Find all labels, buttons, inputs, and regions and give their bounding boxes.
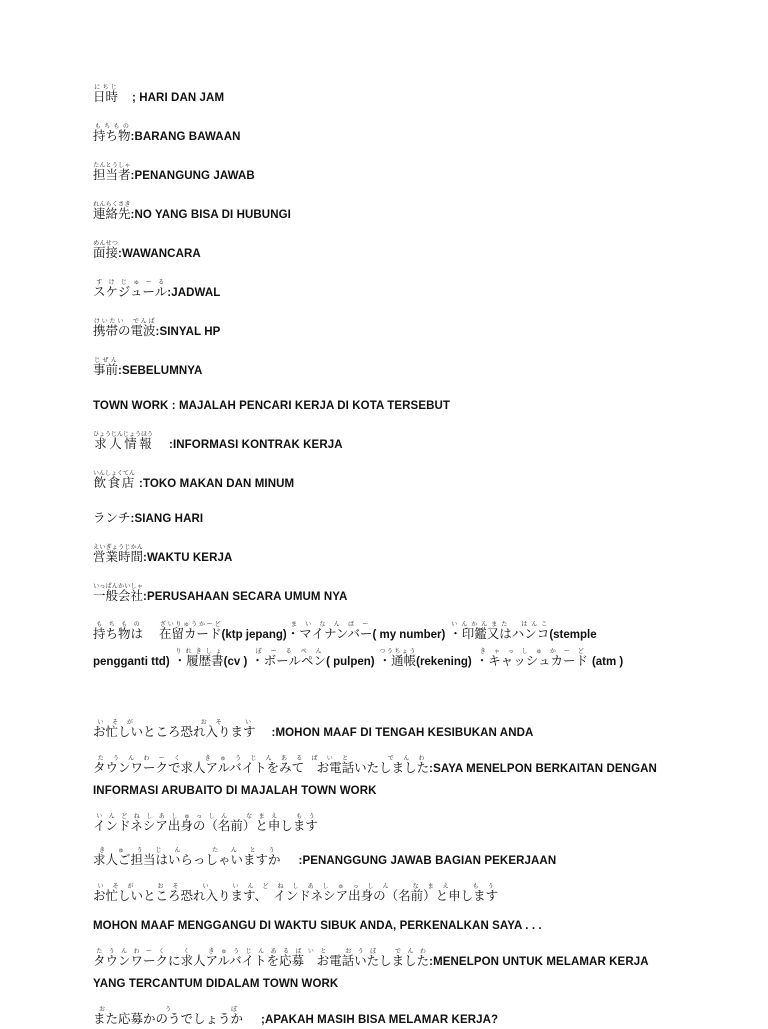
vocabulary-list [93,84,693,606]
items-line-2 [93,648,693,671]
vocab-translation: :NO YANG BISA DI HUBUNGI [130,209,291,221]
items-jp-b: 在留カードざいりゅうかーど [159,621,222,641]
vocab-entry [93,544,693,567]
vocab-translation: :BARANG BAWAAN [130,131,241,143]
items-jp-d2: ・通帳つうちょう [378,648,417,668]
phrase-7-jp: また応募かのうでしょうかおうぼ [93,1006,244,1026]
vocab-entry [93,318,693,341]
vocab-term: 連絡先れんらくさき [93,201,131,221]
items-block [93,621,693,671]
vocab-term: 持ち物もちもの [93,123,131,143]
vocab-entry [93,162,693,185]
items-id-c2: ( pulpen) [326,656,375,668]
vocab-term: スケジュールすけじゅーる [93,279,168,299]
vocab-translation: :SIANG HARI [130,513,204,525]
phrase-7 [93,1006,693,1029]
vocab-term: 事前じぜん [93,357,119,377]
phrase-5-translation [93,916,693,935]
phrase-1-id: :MOHON MAAF DI TENGAH KESIBUKAN ANDA [271,727,534,739]
items-jp-b2: ・履歴書りれきしょ [173,648,224,668]
vocab-entry [93,431,693,454]
phrase-6-id-cont: YANG TERCANTUM DIDALAM TOWN WORK [93,978,339,990]
phrase-3-jp: インドネシア出身の（名前）と申しますいんどねしあしゅっしん なまえ もう [93,813,318,833]
phrase-2-cont [93,781,693,800]
vocab-entry [93,123,693,146]
vocab-translation: TOWN WORK : MAJALAH PENCARI KERJA DI KOTA TERSEBUT [93,400,451,412]
vocab-translation: :SINYAL HP [155,326,221,338]
phrase-6-id: :MENELPON UNTUK MELAMAR KERJA [429,956,649,968]
vocab-entry [93,509,693,528]
vocab-entry [93,470,693,493]
items-id-d: (stemple [549,629,597,641]
vocab-translation: :JADWAL [167,287,221,299]
vocab-translation: ; HARI DAN JAM [132,92,225,104]
vocab-term: 求人情報ひょうじんじょうほう [93,431,154,451]
items-jp-d: ・印鑑又はハンコいんかんまた はんこ [449,621,550,641]
vocab-translation: :WAWANCARA [118,248,201,260]
phrase-4-id: :PENANGGUNG JAWAB BAGIAN PEKERJAAN [298,855,557,867]
vocab-entry [93,279,693,302]
phrase-5-id: MOHON MAAF MENGGANGU DI WAKTU SIBUK ANDA, PERKENALKAN SAYA . . . [93,920,542,932]
vocab-entry [93,583,693,606]
vocab-term: 飲食店いんしょくてん [93,470,136,490]
phrases-block [93,719,693,1029]
items-id-d2: (rekening) [416,656,472,668]
document-body [93,84,693,1029]
phrase-2-id-cont: INFORMASI ARUBAITO DI MAJALAH TOWN WORK [93,785,377,797]
vocab-term: 担当者たんとうしゃ [93,162,131,182]
vocab-entry [93,357,693,380]
items-id-c: ( my number) [372,629,446,641]
vocab-translation: :WAKTU KERJA [143,552,233,564]
items-id-b: (ktp jepang) [221,629,287,641]
vocab-term: 営業時間えいぎょうじかん [93,544,144,564]
vocab-term: 日時にちじ [93,84,119,104]
vocab-term: 携帯の電波けいたい でんぱ [93,318,156,338]
items-line-1 [93,621,693,644]
phrase-5 [93,883,693,904]
phrase-7-id: ;APAKAH MASIH BISA MELAMAR KERJA? [261,1014,499,1026]
items-id-e2: (atm ) [591,656,624,668]
phrase-4-jp: 求人ご担当はいらっしゃいますかきゅうじん たんとう [93,847,281,867]
vocab-term: ランチ [93,510,131,525]
phrase-1-jp: お忙しいところ恐れ入りますいそが おそ い [93,719,256,739]
items-id-a2: pengganti ttd) [93,656,170,668]
vocab-translation: :SEBELUMNYA [118,365,203,377]
vocab-term: 面接めんせつ [93,240,119,260]
phrase-4 [93,847,693,870]
vocab-translation: :TOKO MAKAN DAN MINUM [139,478,295,490]
phrase-2 [93,755,693,778]
vocab-entry [93,201,693,224]
vocab-entry [93,396,693,415]
vocab-translation: :INFORMASI KONTRAK KERJA [169,439,343,451]
items-jp-a: 持ち物はもちもの [93,621,144,641]
items-jp-c2: ・ボールペンぼーるぺん [251,648,327,668]
phrase-6-jp: タウンワークに求人アルバイトを応募 お電話いたしましたたうんわーく く きゅうじんあるばいと おうぼ でんわ [93,948,430,968]
phrase-2-jp: タウンワークで求人アルバイトをみて お電話いたしましたたうんわーく きゅうじんあるばいと でんわ [93,755,430,775]
phrase-1 [93,719,693,742]
phrase-6 [93,948,693,971]
phrase-3 [93,813,693,834]
vocab-translation: :PERUSAHAAN SECARA UMUM NYA [143,591,348,603]
phrase-5-jp: お忙しいところ恐れ入ります、 インドネシア出身の（名前）と申しますいそが おそ い いんどねしあしゅっしん なまえ もう [93,883,499,903]
vocab-term: 一般会社いっぱんかいしゃ [93,583,144,603]
items-jp-c: ・マイナンバーまいなんばー [286,621,373,641]
items-id-b2: (cv ) [223,656,248,668]
phrase-6-cont [93,974,693,993]
phrase-2-id: :SAYA MENELPON BERKAITAN DENGAN [429,763,657,775]
items-jp-e2: ・キャッシュカードきゃっしゅかーど [475,648,588,668]
vocab-translation: :PENANGUNG JAWAB [130,170,255,182]
vocab-entry [93,240,693,263]
vocab-entry [93,84,693,107]
